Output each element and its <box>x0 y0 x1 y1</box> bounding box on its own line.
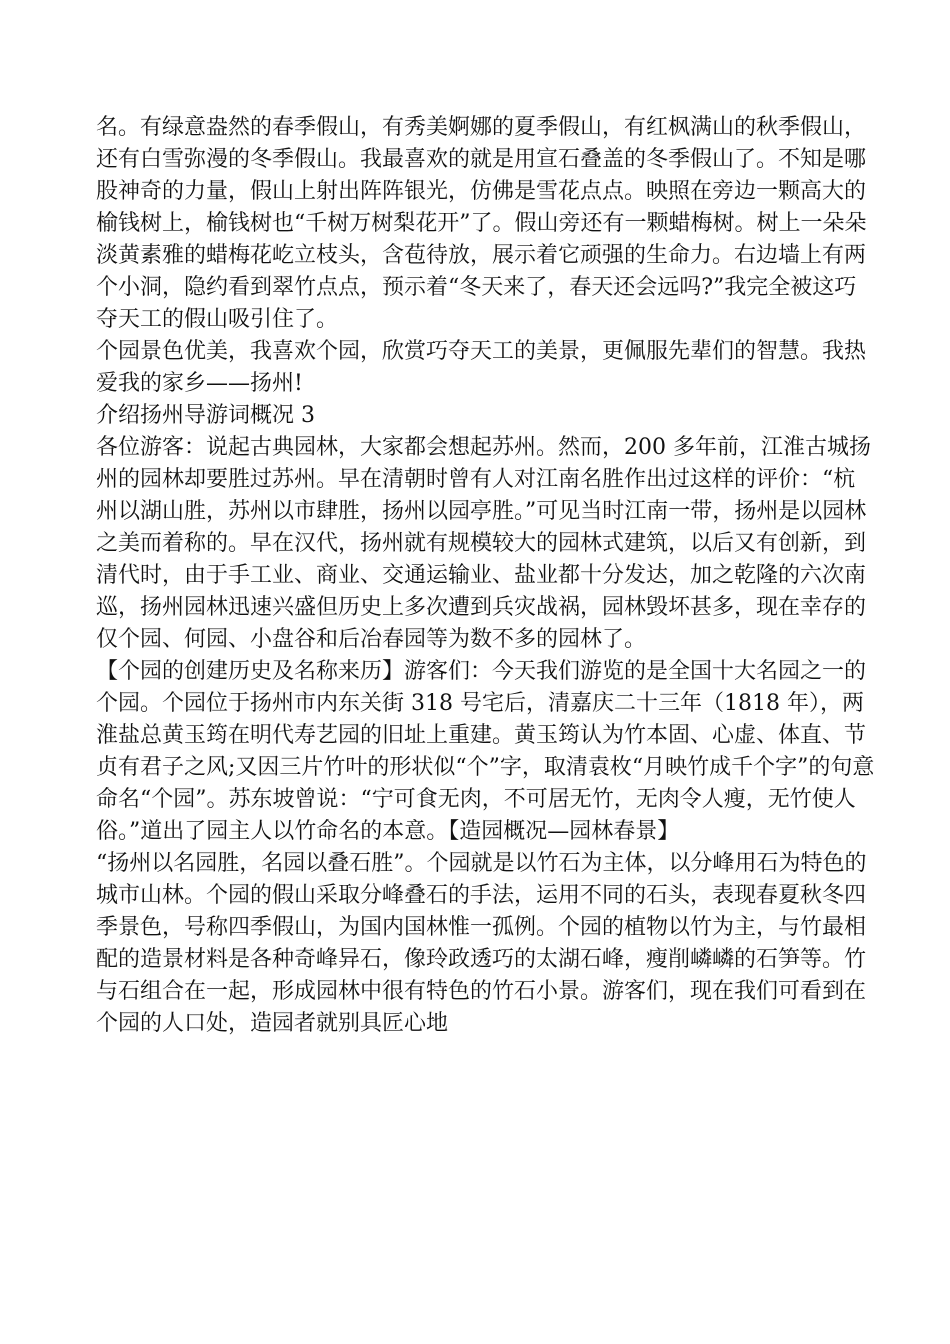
section-heading: 介绍扬州导游词概况 3 <box>96 403 315 428</box>
document-page <box>96 112 876 1040</box>
paragraph-winter-rockery: 名。有绿意盎然的春季假山，有秀美婀娜的夏季假山，有红枫满山的秋季假山，还有白雪弥漫的冬季假山。我最喜欢的就是用宣石叠盖的冬季假山了。不知是哪股神奇的力量，假山上射出阵阵银光，仿佛是雪花点点。映照在旁边一颗高大的榆钱树上，榆钱树也“千树万树梨花开”了。假山旁还有一颗蜡梅树。树上一朵朵淡黄素雅的蜡梅花屹立枝头，含苞待放，展示着它顽强的生命力。右边墙上有两个小洞，隐约看到翠竹点点，预示着“冬天来了，春天还会远吗?”我完全被这巧夺天工的假山吸引住了。 <box>96 115 867 332</box>
paragraph-geyuan-history: 【个园的创建历史及名称来历】游客们：今天我们游览的是全国十大名园之一的个园。个园位于扬州市内东关街 318 号宅后，清嘉庆二十三年（1818 年），两淮盐总黄玉筠在明代寿艺园的旧址上重建。黄玉筠认为竹本固、心虚、体直、节贞有君子之风;又因三片竹叶的形状似“个”字，取清袁枚“月映竹成千个字”的句意命名“个园”。苏东坡曾说：“宁可食无肉，不可居无竹，无肉令人瘦，无竹使人俗。”道出了园主人以竹命名的本意。【造园概况—园林春景】 <box>96 659 875 844</box>
paragraph-love-hometown: 个园景色优美，我喜欢个园，欣赏巧夺天工的美景，更佩服先辈们的智慧。我热爱我的家乡——扬州! <box>96 339 867 396</box>
paragraph-intro-gardens: 各位游客：说起古典园林，大家都会想起苏州。然而，200 多年前，江淮古城扬州的园林却要胜过苏州。早在清朝时曾有人对江南名胜作出过这样的评价：“杭州以湖山胜，苏州以市肆胜，扬州以园亭胜。”可见当时江南一带，扬州是以园林之美而着称的。早在汉代，扬州就有规模较大的园林式建筑，以后又有创新，到清代时，由于手工业、商业、交通运输业、盐业都十分发达，加之乾隆的六次南巡，扬州园林迅速兴盛但历史上多次遭到兵灾战祸，园林毁坏甚多，现在幸存的仅个园、何园、小盘谷和后冶春园等为数不多的园林了。 <box>96 435 871 652</box>
paragraph-bamboo-stone: “扬州以名园胜，名园以叠石胜”。个园就是以竹石为主体，以分峰用石为特色的城市山林。个园的假山采取分峰叠石的手法，运用不同的石头，表现春夏秋冬四季景色，号称四季假山，为国内国林惟一孤例。个园的植物以竹为主，与竹最相配的造景材料是各种奇峰异石，像玲政透巧的太湖石峰，瘦削嶙嶙的石笋等。竹与石组合在一起，形成园林中很有特色的竹石小景。游客们，现在我们可看到在个园的人口处，造园者就别具匠心地 <box>96 851 867 1036</box>
